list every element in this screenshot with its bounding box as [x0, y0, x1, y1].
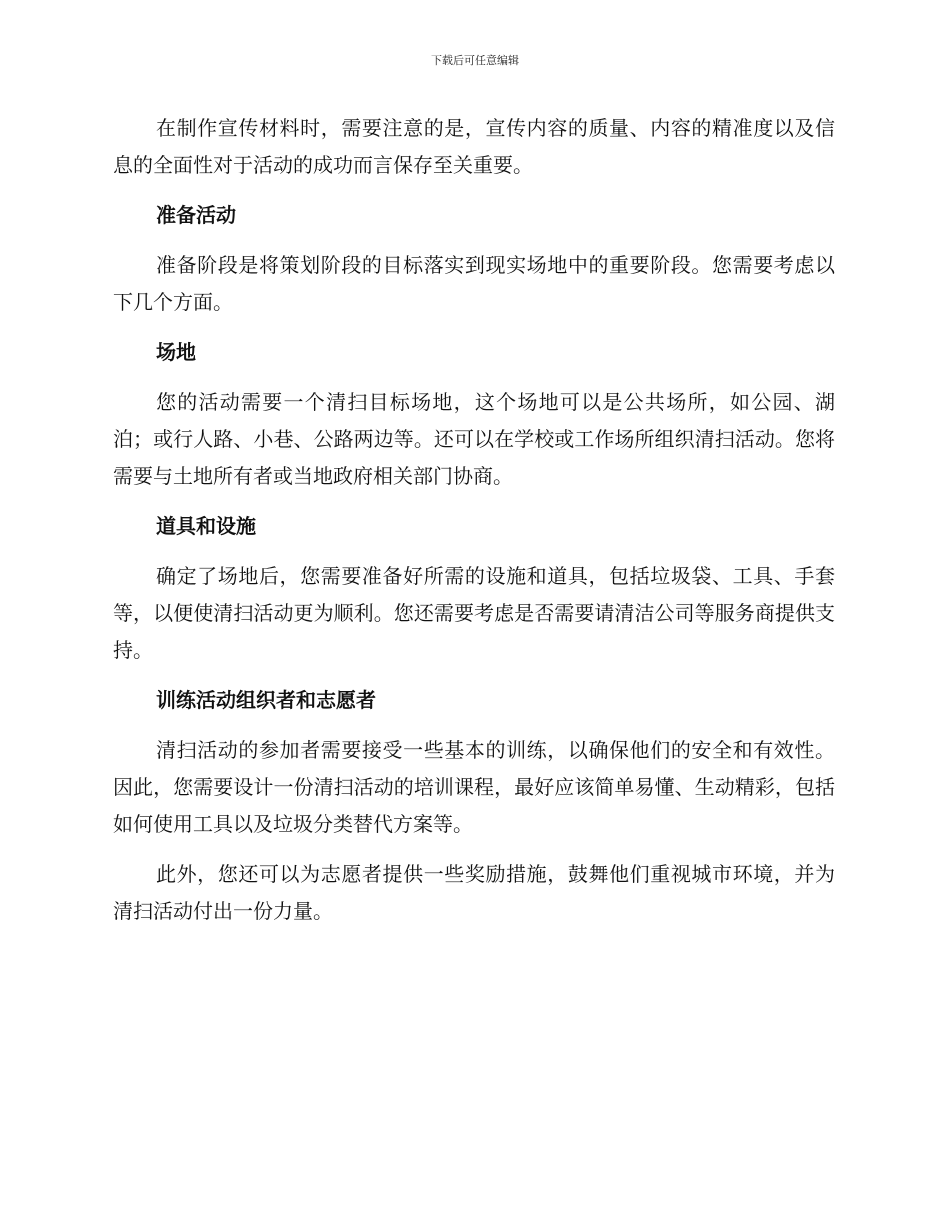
paragraph-volunteer-incentives: 此外，您还可以为志愿者提供一些奖励措施，鼓舞他们重视城市环境，并为清扫活动付出一份力量。 — [113, 862, 835, 923]
heading-venue: 场地 — [156, 340, 196, 364]
heading-props-facilities: 道具和设施 — [156, 514, 256, 538]
paragraph-publicity-materials: 在制作宣传材料时，需要注意的是，宣传内容的质量、内容的精准度以及信息的全面性对于活动的成功而言保存至关重要。 — [113, 116, 835, 177]
paragraph-training: 清扫活动的参加者需要接受一些基本的训练，以确保他们的安全和有效性。因此，您需要设计一份清扫活动的培训课程，最好应该简单易懂、生动精彩，包括如何使用工具以及垃圾分类替代方案等。 — [113, 738, 835, 836]
heading-training: 训练活动组织者和志愿者 — [156, 688, 376, 712]
heading-prepare-activity: 准备活动 — [156, 203, 236, 227]
page-header: 下载后可任意编辑 — [431, 54, 519, 67]
document-body — [113, 110, 835, 943]
paragraph-venue: 您的活动需要一个清扫目标场地，这个场地可以是公共场所，如公园、湖泊；或行人路、小巷、公路两边等。还可以在学校或工作场所组织清扫活动。您将需要与土地所有者或当地政府相关部门协商。 — [113, 390, 835, 488]
paragraph-props-facilities: 确定了场地后，您需要准备好所需的设施和道具，包括垃圾袋、工具、手套等，以便使清扫活动更为顺利。您还需要考虑是否需要请清洁公司等服务商提供支持。 — [113, 564, 835, 662]
paragraph-prepare-stage: 准备阶段是将策划阶段的目标落实到现实场地中的重要阶段。您需要考虑以下几个方面。 — [113, 253, 835, 314]
